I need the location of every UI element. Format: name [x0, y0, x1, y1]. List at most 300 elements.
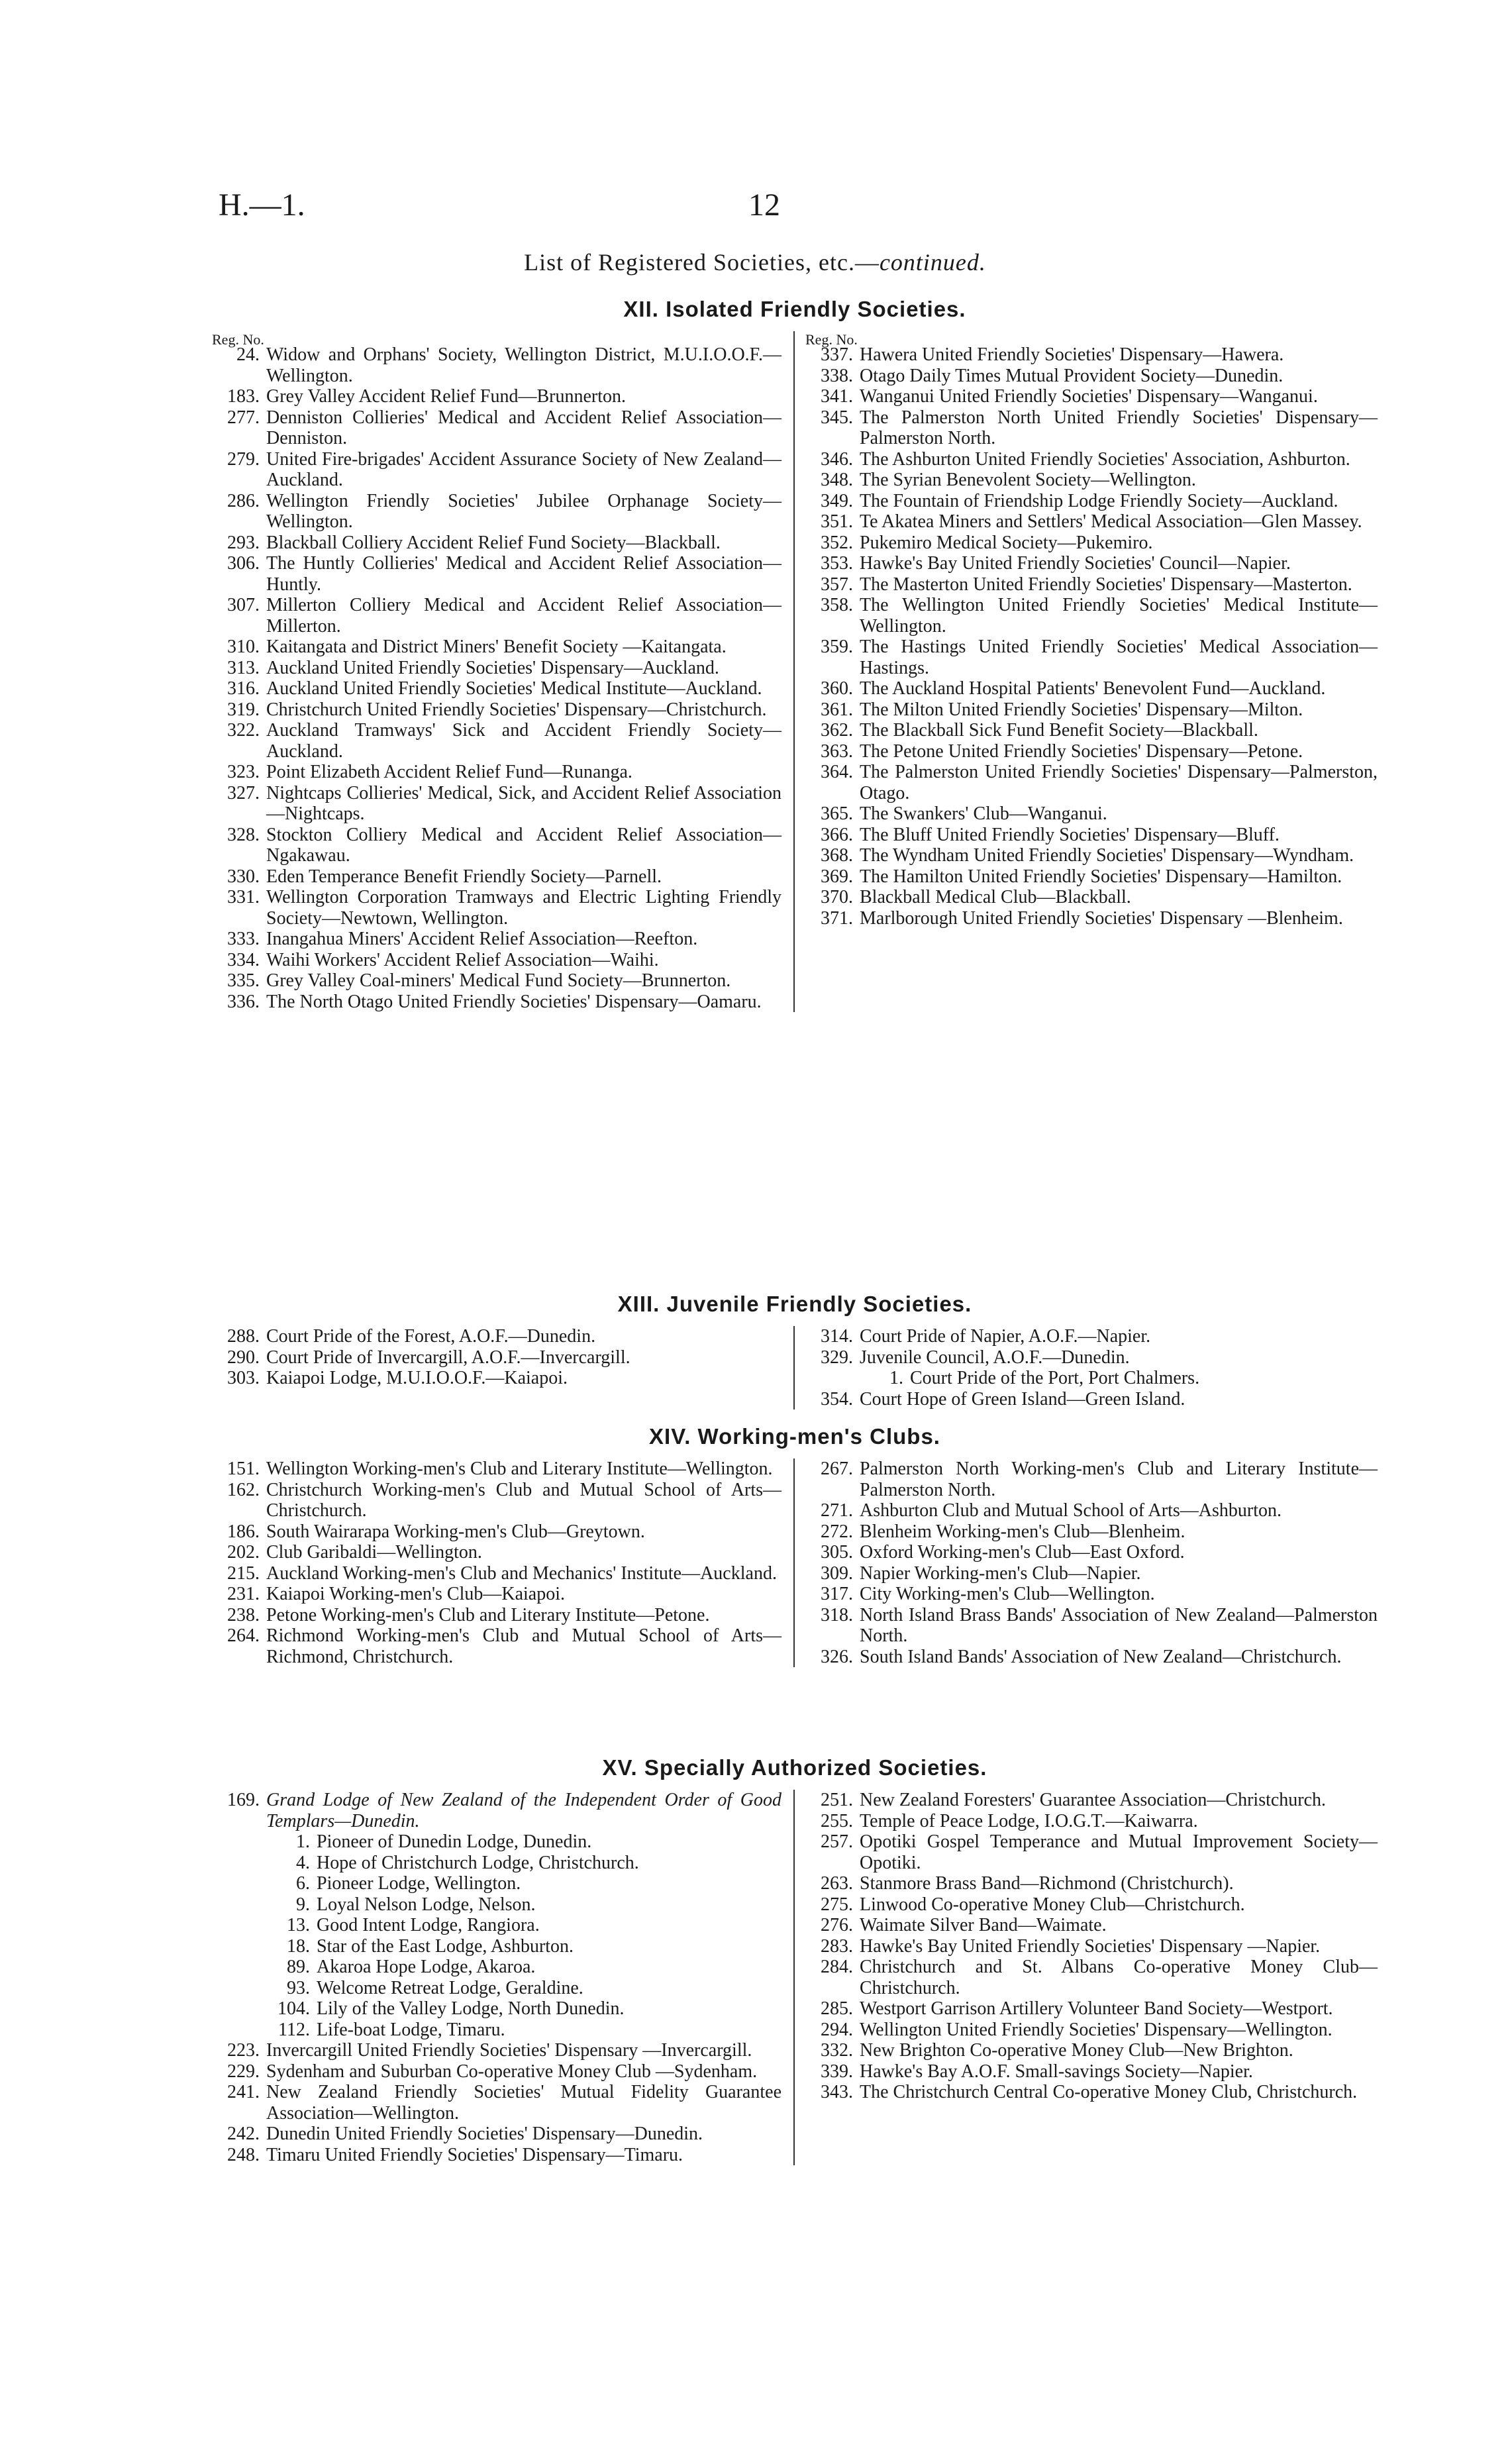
society-name: Ashburton Club and Mutual School of Arts—Ashburton. [860, 1500, 1282, 1521]
reg-number: 277. [227, 407, 260, 428]
society-entry [212, 762, 781, 783]
reg-number: 359. [821, 637, 853, 657]
section-working-mens-clubs [212, 1424, 1378, 1667]
society-name: Richmond Working-men's Club and Mutual School of Arts—Richmond, Christchurch. [266, 1625, 781, 1667]
society-entry [805, 1605, 1378, 1647]
society-name: The Blackball Sick Fund Benefit Society—Blackball. [860, 720, 1258, 741]
society-name: Christchurch United Friendly Societies' Dispensary—Christchurch. [266, 699, 767, 720]
society-name: Petone Working-men's Club and Literary Institute—Petone. [266, 1604, 710, 1625]
sub-list-item [212, 1957, 781, 1978]
society-entry [212, 950, 781, 971]
reg-number: 104. [277, 1998, 310, 2019]
society-entry [805, 2020, 1378, 2041]
society-name: Kaiapoi Lodge, M.U.I.O.O.F.—Kaiapoi. [266, 1368, 568, 1388]
society-entry [212, 699, 781, 721]
society-name: Temple of Peace Lodge, I.O.G.T.—Kaiwarra. [860, 1810, 1198, 1831]
society-name: Pioneer of Dunedin Lodge, Dunedin. [317, 1831, 592, 1852]
society-name: United Fire-brigades' Accident Assurance Society of New Zealand—Auckland. [266, 448, 781, 490]
society-entry [212, 1625, 781, 1667]
document-reference: H.—1. [219, 187, 305, 223]
society-entry [212, 449, 781, 491]
section-title: XII. Isolated Friendly Societies. [623, 297, 966, 321]
society-entry [212, 2082, 781, 2124]
society-entry [805, 887, 1378, 908]
society-entry [805, 845, 1378, 866]
society-name: Sydenham and Suburban Co-operative Money Club —Sydenham. [266, 2061, 758, 2082]
society-name: Nightcaps Collieries' Medical, Sick, and Accident Relief Association—Nightcaps. [266, 782, 781, 824]
reg-number: 332. [821, 2040, 853, 2061]
reg-number: 318. [821, 1604, 853, 1625]
society-entry [805, 407, 1378, 449]
society-name: The Swankers' Club—Wanganui. [860, 803, 1107, 824]
reg-number: 223. [227, 2040, 260, 2061]
sub-list-item [212, 1936, 781, 1957]
society-entry [212, 553, 781, 595]
society-name: Hawera United Friendly Societies' Dispensary—Hawera. [860, 344, 1284, 365]
reg-number: 319. [227, 699, 260, 720]
society-entry [212, 2124, 781, 2145]
reg-no-header: Reg. No. [805, 331, 858, 348]
reg-number: 364. [821, 762, 853, 782]
society-entry [212, 1584, 781, 1605]
sub-list-item [212, 1915, 781, 1936]
reg-number: 186. [227, 1521, 260, 1542]
society-name: Invercargill United Friendly Societies' Dispensary —Invercargill. [266, 2040, 752, 2061]
reg-number: 331. [227, 887, 260, 907]
society-entry [805, 511, 1378, 533]
society-name: The Hamilton United Friendly Societies' Dispensary—Hamilton. [860, 866, 1342, 887]
society-entry [212, 386, 781, 407]
society-entry [212, 637, 781, 658]
reg-number: 362. [821, 720, 853, 741]
reg-number: 272. [821, 1521, 853, 1542]
reg-number: 309. [821, 1563, 853, 1584]
society-name: The Masterton United Friendly Societies' Dispensary—Masterton. [860, 574, 1352, 595]
society-name: Opotiki Gospel Temperance and Mutual Improvement Society—Opotiki. [860, 1831, 1378, 1873]
section-title: XIV. Working-men's Clubs. [649, 1424, 940, 1449]
society-entry [805, 1831, 1378, 1873]
society-entry [805, 1389, 1378, 1410]
society-name: Wellington Working-men's Club and Literary Institute—Wellington. [266, 1459, 773, 1479]
society-name: The Ashburton United Friendly Societies' Association, Ashburton. [860, 448, 1350, 470]
reg-number: 346. [821, 448, 853, 470]
society-entry [212, 1459, 781, 1480]
society-name: The Palmerston United Friendly Societies' Dispensary—Palmerston, Otago. [860, 762, 1378, 803]
reg-number: 334. [227, 949, 260, 970]
society-name: Good Intent Lodge, Rangiora. [317, 1915, 540, 1935]
reg-number: 354. [821, 1388, 853, 1410]
society-entry [805, 825, 1378, 846]
society-entry [805, 1957, 1378, 1998]
society-name: The Milton United Friendly Societies' Dispensary—Milton. [860, 699, 1303, 720]
society-name: Waimate Silver Band—Waimate. [860, 1915, 1107, 1935]
society-entry [212, 344, 781, 386]
reg-number: 183. [227, 386, 260, 407]
society-name: Wellington Corporation Tramways and Electric Lighting Friendly Society—Newtown, Wellington. [266, 887, 781, 929]
reg-number: 365. [821, 803, 853, 824]
society-name: Court Pride of Napier, A.O.F.—Napier. [860, 1326, 1151, 1347]
society-entry [212, 783, 781, 825]
reg-number: 238. [227, 1604, 260, 1625]
running-title-main: List of Registered Societies, etc.— [524, 249, 880, 276]
running-title-continued: continued. [879, 249, 986, 276]
society-entry [212, 595, 781, 637]
society-name: Grey Valley Coal-miners' Medical Fund Society—Brunnerton. [266, 970, 731, 991]
reg-number: 306. [227, 553, 260, 574]
reg-number: 290. [227, 1347, 260, 1368]
reg-number: 307. [227, 595, 260, 615]
running-title [0, 248, 1510, 276]
reg-number: 24. [236, 344, 260, 365]
society-entry [805, 908, 1378, 929]
society-entry [805, 1647, 1378, 1668]
society-name: Timaru United Friendly Societies' Dispensary—Timaru. [266, 2144, 683, 2165]
reg-number: 335. [227, 970, 260, 991]
society-entry [805, 2040, 1378, 2061]
society-entry [805, 1459, 1378, 1500]
society-entry [805, 803, 1378, 825]
society-entry [805, 553, 1378, 574]
society-name: Palmerston North Working-men's Club and Literary Institute—Palmerston North. [860, 1459, 1378, 1500]
society-name: Christchurch and St. Albans Co-operative Money Club—Christchurch. [860, 1957, 1378, 1998]
reg-number: 89. [287, 1957, 310, 1977]
society-entry [805, 637, 1378, 678]
reg-number: 310. [227, 637, 260, 657]
reg-number: 337. [821, 344, 853, 365]
society-entry [212, 1347, 781, 1368]
reg-number: 271. [821, 1500, 853, 1521]
right-column [795, 1790, 1378, 2165]
society-entry [805, 866, 1378, 888]
society-entry [805, 2061, 1378, 2082]
society-entry [212, 1480, 781, 1521]
society-name: The Bluff United Friendly Societies' Dispensary—Bluff. [860, 824, 1280, 845]
society-entry [212, 992, 781, 1013]
reg-number: 18. [287, 1935, 310, 1957]
right-column [795, 331, 1378, 1012]
left-column [212, 1326, 795, 1410]
society-name: South Island Bands' Association of New Zealand—Christchurch. [860, 1646, 1342, 1667]
reg-number: 275. [821, 1894, 853, 1915]
reg-number: 328. [227, 824, 260, 845]
reg-number: 345. [821, 407, 853, 428]
society-name: Dunedin United Friendly Societies' Dispensary—Dunedin. [266, 2124, 703, 2144]
society-entry [805, 366, 1378, 387]
society-name: New Zealand Foresters' Guarantee Association—Christchurch. [860, 1790, 1327, 1810]
society-name: Denniston Collieries' Medical and Accident Relief Association—Denniston. [266, 407, 781, 448]
society-name: South Wairarapa Working-men's Club—Greytown. [266, 1521, 645, 1542]
society-entry [805, 2082, 1378, 2103]
society-name: Kaiapoi Working-men's Club—Kaiapoi. [266, 1584, 565, 1604]
sub-list-item [212, 2020, 781, 2041]
reg-number: 316. [227, 678, 260, 699]
reg-number: 313. [227, 657, 260, 678]
society-name: Grand Lodge of New Zealand of the Independent Order of Good Templars—Dunedin. [266, 1790, 781, 1831]
society-name: The North Otago United Friendly Societies' Dispensary—Oamaru. [266, 991, 762, 1012]
reg-number: 305. [821, 1542, 853, 1563]
society-entry [805, 1347, 1378, 1368]
reg-number: 329. [821, 1347, 853, 1368]
reg-number: 336. [227, 991, 260, 1012]
reg-number: 231. [227, 1584, 260, 1604]
reg-number: 369. [821, 866, 853, 887]
reg-number: 303. [227, 1368, 260, 1388]
reg-number: 322. [227, 720, 260, 741]
society-name: Pukemiro Medical Society—Pukemiro. [860, 532, 1153, 553]
society-entry [805, 449, 1378, 470]
society-name: The Fountain of Friendship Lodge Friendly Society—Auckland. [860, 490, 1338, 511]
reg-number: 351. [821, 511, 853, 532]
society-entry [805, 574, 1378, 595]
society-entry [212, 407, 781, 449]
society-name: Club Garibaldi—Wellington. [266, 1542, 482, 1563]
sub-list-item [805, 1368, 1378, 1389]
society-name: North Island Brass Bands' Association of New Zealand—Palmerston North. [860, 1604, 1378, 1646]
reg-number: 4. [296, 1852, 310, 1873]
reg-number: 242. [227, 2124, 260, 2144]
society-name: Lily of the Valley Lodge, North Dunedin. [317, 1998, 625, 2019]
society-entry [805, 1563, 1378, 1584]
reg-number: 112. [278, 2019, 310, 2040]
society-entry [805, 1811, 1378, 1832]
society-entry [212, 970, 781, 992]
society-name: Oxford Working-men's Club—East Oxford. [860, 1542, 1185, 1563]
society-entry [212, 2145, 781, 2166]
reg-number: 286. [227, 490, 260, 511]
reg-number: 285. [821, 1998, 853, 2019]
society-name: Eden Temperance Benefit Friendly Society—Parnell. [266, 866, 662, 887]
sub-list-item [212, 1998, 781, 2020]
society-entry [805, 699, 1378, 721]
reg-number: 327. [227, 782, 260, 803]
society-name: Linwood Co-operative Money Club—Christchurch. [860, 1894, 1245, 1915]
society-name: City Working-men's Club—Wellington. [860, 1584, 1155, 1604]
reg-number: 357. [821, 574, 853, 595]
society-name: Welcome Retreat Lodge, Geraldine. [317, 1977, 583, 1998]
society-entry [212, 929, 781, 950]
society-entry [805, 1894, 1378, 1916]
society-name: Stockton Colliery Medical and Accident Relief Association—Ngakawau. [266, 824, 781, 866]
society-entry [805, 595, 1378, 637]
reg-number: 248. [227, 2144, 260, 2165]
society-entry [805, 1873, 1378, 1894]
reg-number: 368. [821, 845, 853, 866]
society-name: Millerton Colliery Medical and Accident Relief Association—Millerton. [266, 595, 781, 637]
society-name: Court Pride of the Forest, A.O.F.—Dunedin. [266, 1326, 596, 1347]
society-name: New Zealand Friendly Societies' Mutual Fidelity Guarantee Association—Wellington. [266, 2082, 781, 2124]
society-name: Wellington Friendly Societies' Jubilee Orphanage Society—Wellington. [266, 490, 781, 532]
society-name: Auckland United Friendly Societies' Dispensary—Auckland. [266, 657, 719, 678]
reg-number: 257. [821, 1831, 853, 1852]
society-name: Loyal Nelson Lodge, Nelson. [317, 1894, 536, 1915]
reg-number: 264. [227, 1625, 260, 1646]
society-name: Court Pride of the Port, Port Chalmers. [910, 1368, 1200, 1388]
sub-list-item [212, 1978, 781, 1999]
society-name: The Auckland Hospital Patients' Benevolent Fund—Auckland. [860, 678, 1326, 699]
society-name: Blenheim Working-men's Club—Blenheim. [860, 1521, 1185, 1542]
society-entry [212, 720, 781, 762]
reg-number: 314. [821, 1326, 853, 1347]
reg-no-header: Reg. No. [212, 331, 264, 348]
society-entry [212, 2040, 781, 2061]
society-name: Auckland United Friendly Societies' Medical Institute—Auckland. [266, 678, 762, 699]
section-title: XV. Specially Authorized Societies. [602, 1755, 987, 1780]
society-entry [805, 470, 1378, 491]
reg-number: 363. [821, 741, 853, 762]
society-entry [212, 887, 781, 929]
reg-number: 215. [227, 1563, 260, 1584]
society-entry [212, 1542, 781, 1563]
society-name: Juvenile Council, A.O.F.—Dunedin. [860, 1347, 1130, 1368]
reg-number: 317. [821, 1584, 853, 1604]
society-name: Point Elizabeth Accident Relief Fund—Runanga. [266, 762, 632, 782]
society-entry [212, 1326, 781, 1347]
reg-number: 229. [227, 2061, 260, 2082]
society-entry [212, 866, 781, 888]
reg-number: 353. [821, 553, 853, 574]
reg-number: 279. [227, 448, 260, 470]
reg-number: 348. [821, 470, 853, 490]
society-entry [805, 1584, 1378, 1605]
reg-number: 283. [821, 1935, 853, 1957]
society-name: Auckland Tramways' Sick and Accident Friendly Society—Auckland. [266, 720, 781, 762]
society-name: Hawke's Bay United Friendly Societies' Council—Napier. [860, 553, 1291, 574]
reg-number: 267. [821, 1459, 853, 1479]
society-name: Stanmore Brass Band—Richmond (Christchurch). [860, 1873, 1234, 1894]
society-entry [805, 762, 1378, 803]
reg-number: 202. [227, 1542, 260, 1563]
section-title: XIII. Juvenile Friendly Societies. [617, 1292, 972, 1316]
sub-list-item [212, 1894, 781, 1916]
reg-number: 93. [287, 1977, 310, 1998]
society-entry [805, 1326, 1378, 1347]
reg-number: 13. [287, 1915, 310, 1935]
society-entry [212, 1563, 781, 1584]
sub-list-item [212, 1853, 781, 1874]
society-entry [212, 1368, 781, 1389]
society-name: Te Akatea Miners and Settlers' Medical Association—Glen Massey. [860, 511, 1362, 532]
left-column [212, 331, 795, 1012]
society-name: Blackball Colliery Accident Relief Fund Society—Blackball. [266, 532, 721, 553]
society-name: The Huntly Collieries' Medical and Accident Relief Association—Huntly. [266, 553, 781, 595]
reg-number: 352. [821, 532, 853, 553]
reg-number: 294. [821, 2019, 853, 2040]
society-name: Life-boat Lodge, Timaru. [317, 2019, 505, 2040]
society-name: Widow and Orphans' Society, Wellington District, M.U.I.O.O.F.—Wellington. [266, 344, 781, 386]
reg-number: 339. [821, 2061, 853, 2082]
reg-number: 263. [821, 1873, 853, 1894]
reg-number: 323. [227, 762, 260, 782]
reg-number: 333. [227, 929, 260, 949]
society-entry [805, 344, 1378, 366]
reg-number: 293. [227, 532, 260, 553]
reg-number: 241. [227, 2082, 260, 2102]
society-entry [805, 1521, 1378, 1543]
society-entry [805, 720, 1378, 741]
society-name: The Christchurch Central Co-operative Money Club, Christchurch. [860, 2082, 1358, 2102]
society-name: Star of the East Lodge, Ashburton. [317, 1935, 574, 1957]
society-name: The Syrian Benevolent Society—Wellington. [860, 470, 1196, 490]
left-column [212, 1459, 795, 1667]
section-specially-authorized-societies [212, 1755, 1378, 2165]
society-entry [212, 1790, 781, 1831]
reg-number: 276. [821, 1915, 853, 1935]
society-entry [212, 2061, 781, 2082]
reg-number: 330. [227, 866, 260, 887]
reg-number: 9. [296, 1894, 310, 1915]
society-name: Auckland Working-men's Club and Mechanics' Institute—Auckland. [266, 1563, 777, 1584]
society-entry [805, 491, 1378, 512]
reg-number: 1. [296, 1831, 310, 1852]
society-entry [805, 386, 1378, 407]
society-name: The Petone United Friendly Societies' Dispensary—Petone. [860, 741, 1303, 762]
society-name: The Palmerston North United Friendly Societies' Dispensary—Palmerston North. [860, 407, 1378, 448]
section-juvenile-friendly-societies [212, 1292, 1378, 1410]
reg-number: 361. [821, 699, 853, 720]
society-entry [805, 533, 1378, 554]
society-name: Hawke's Bay United Friendly Societies' Dispensary —Napier. [860, 1935, 1321, 1957]
society-name: New Brighton Co-operative Money Club—New Brighton. [860, 2040, 1293, 2061]
reg-number: 370. [821, 887, 853, 907]
section-isolated-friendly-societies [212, 297, 1378, 1012]
society-name: Marlborough United Friendly Societies' Dispensary —Blenheim. [860, 907, 1343, 929]
reg-number: 162. [227, 1479, 260, 1500]
society-name: Westport Garrison Artillery Volunteer Band Society—Westport. [860, 1998, 1333, 2019]
society-name: The Hastings United Friendly Societies' Medical Association—Hastings. [860, 637, 1378, 678]
society-entry [212, 1521, 781, 1543]
society-entry [212, 678, 781, 699]
reg-number: 1. [889, 1368, 903, 1388]
reg-number: 251. [821, 1790, 853, 1810]
right-column [795, 1459, 1378, 1667]
reg-number: 341. [821, 386, 853, 407]
society-name: Wellington United Friendly Societies' Dispensary—Wellington. [860, 2019, 1333, 2040]
left-column [212, 1790, 795, 2165]
society-name: Inangahua Miners' Accident Relief Association—Reefton. [266, 929, 698, 949]
society-name: Hope of Christchurch Lodge, Christchurch. [317, 1852, 639, 1873]
society-entry [805, 1915, 1378, 1936]
reg-number: 151. [227, 1459, 260, 1479]
society-entry [805, 1542, 1378, 1563]
reg-number: 349. [821, 490, 853, 511]
reg-number: 326. [821, 1646, 853, 1667]
reg-number: 360. [821, 678, 853, 699]
society-name: Christchurch Working-men's Club and Mutual School of Arts—Christchurch. [266, 1479, 781, 1521]
society-name: The Wyndham United Friendly Societies' Dispensary—Wyndham. [860, 845, 1354, 866]
society-name: Wanganui United Friendly Societies' Dispensary—Wanganui. [860, 386, 1318, 407]
society-entry [805, 1790, 1378, 1811]
reg-number: 366. [821, 824, 853, 845]
reg-number: 288. [227, 1326, 260, 1347]
society-name: Otago Daily Times Mutual Provident Society—Dunedin. [860, 365, 1284, 386]
sub-list-item [212, 1831, 781, 1853]
society-name: Napier Working-men's Club—Napier. [860, 1563, 1141, 1584]
society-entry [212, 533, 781, 554]
sub-list-item [212, 1873, 781, 1894]
reg-number: 371. [821, 907, 853, 929]
reg-number: 255. [821, 1810, 853, 1831]
society-entry [212, 1605, 781, 1626]
society-name: Blackball Medical Club—Blackball. [860, 887, 1131, 907]
reg-number: 358. [821, 595, 853, 615]
society-name: Grey Valley Accident Relief Fund—Brunnerton. [266, 386, 627, 407]
society-name: Court Pride of Invercargill, A.O.F.—Invercargill. [266, 1347, 630, 1368]
society-name: Court Hope of Green Island—Green Island. [860, 1388, 1185, 1410]
right-column [795, 1326, 1378, 1410]
society-entry [805, 678, 1378, 699]
society-entry [805, 741, 1378, 762]
society-entry [212, 825, 781, 866]
